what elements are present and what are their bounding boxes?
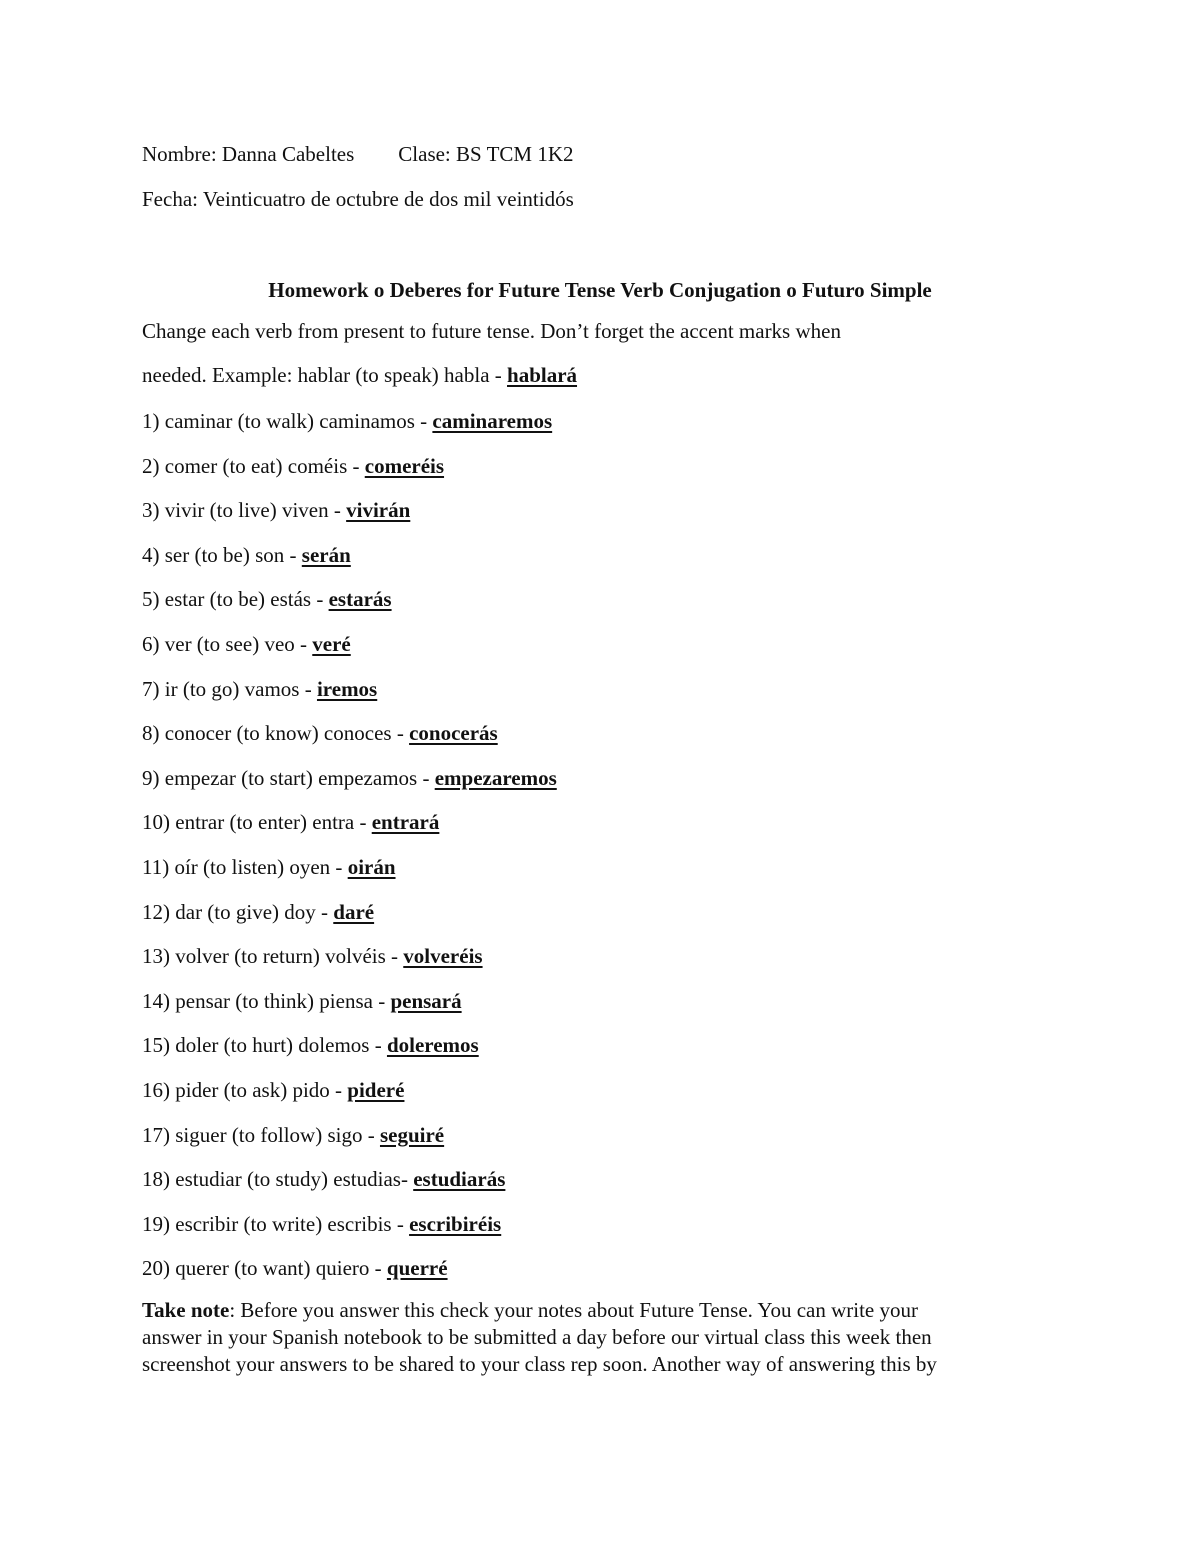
exercise-answer: comeréis (364, 453, 445, 478)
exercise-item (142, 497, 410, 523)
exercise-answer: entrará (371, 810, 440, 835)
exercise-prompt: 20) querer (to want) quiero - (142, 1256, 387, 1281)
header-date: Fecha: Veinticuatro de octubre de dos mil veintidós (142, 187, 574, 211)
exercise-item (142, 1077, 404, 1103)
exercise-prompt: 7) ir (to go) vamos - (142, 676, 317, 701)
exercise-answer: empezaremos (434, 765, 557, 790)
instructions-example-text: needed. Example: hablar (to speak) habla - (142, 363, 508, 387)
exercise-answer: seguiré (379, 1122, 445, 1147)
take-note-text-1: : Before you answer this check your notes about Future Tense. You can write your (229, 1298, 918, 1322)
student-name: Nombre: Danna Cabeltes (142, 142, 355, 166)
exercise-item (142, 854, 396, 880)
exercise-prompt: 15) doler (to hurt) dolemos - (142, 1033, 387, 1058)
take-note-label: Take note (142, 1298, 230, 1322)
exercise-answer: escribiréis (409, 1211, 502, 1236)
exercise-item (142, 408, 552, 434)
exercise-prompt: 8) conocer (to know) conoces - (142, 721, 410, 746)
exercise-answer: querré (386, 1256, 448, 1281)
exercise-answer: veré (312, 632, 351, 656)
exercise-answer: iremos (316, 676, 378, 701)
exercise-item (142, 1032, 479, 1058)
exercise-answer: pensará (390, 988, 462, 1013)
exercise-item (142, 676, 377, 702)
exercise-prompt: 17) siguer (to follow) sigo - (142, 1122, 380, 1147)
exercise-prompt: 10) entrar (to enter) entra - (142, 810, 372, 835)
exercise-prompt: 4) ser (to be) son - (142, 542, 302, 567)
exercise-answer: daré (333, 899, 375, 924)
exercise-answer: oirán (347, 855, 396, 879)
exercise-item (142, 542, 351, 568)
exercise-prompt: 12) dar (to give) doy - (142, 899, 334, 924)
exercise-item (142, 943, 483, 969)
exercise-item (142, 809, 439, 835)
exercise-answer: serán (301, 542, 351, 567)
exercise-item (142, 1122, 444, 1148)
exercise-prompt: 1) caminar (to walk) caminamos - (142, 409, 433, 433)
take-note-line-1 (142, 1297, 1042, 1324)
exercise-prompt: 13) volver (to return) volvéis - (142, 944, 404, 969)
exercise-item (142, 1211, 501, 1237)
take-note-line-3: screenshot your answers to be shared to your class rep soon. Another way of answering this by (142, 1352, 937, 1376)
exercise-prompt: 6) ver (to see) veo - (142, 632, 313, 656)
exercise-prompt: 11) oír (to listen) oyen - (142, 855, 348, 879)
exercise-prompt: 5) estar (to be) estás - (142, 587, 329, 612)
exercise-answer: doleremos (386, 1033, 479, 1058)
exercise-item (142, 631, 351, 657)
take-note-line-2: answer in your Spanish notebook to be submitted a day before our virtual class this week then (142, 1325, 932, 1349)
exercise-prompt: 19) escribir (to write) escribis - (142, 1211, 410, 1236)
exercise-answer: conocerás (409, 721, 498, 746)
exercise-prompt: 2) comer (to eat) coméis - (142, 453, 365, 478)
exercise-answer: estudiarás (413, 1167, 506, 1192)
exercise-answer: estarás (328, 587, 392, 612)
exercise-item (142, 899, 374, 925)
exercise-answer: pideré (347, 1078, 405, 1102)
exercise-prompt: 14) pensar (to think) piensa - (142, 988, 391, 1013)
instructions-line-2 (142, 362, 577, 388)
exercise-answer: volveréis (403, 944, 483, 969)
exercise-item (142, 988, 462, 1014)
exercise-item (142, 1166, 505, 1192)
exercise-item (142, 1255, 448, 1281)
page-title: Homework o Deberes for Future Tense Verb Conjugation o Futuro Simple (268, 278, 932, 302)
example-answer: hablará (507, 363, 578, 387)
exercise-item (142, 586, 392, 612)
exercise-answer: vivirán (346, 498, 411, 523)
exercise-prompt: 3) vivir (to live) viven - (142, 498, 347, 523)
instructions-line-1: Change each verb from present to future tense. Don’t forget the accent marks when (142, 319, 841, 343)
class-code: Clase: BS TCM 1K2 (398, 142, 574, 166)
exercise-answer: caminaremos (432, 409, 553, 433)
exercise-item (142, 765, 557, 791)
exercise-item (142, 720, 498, 746)
exercise-prompt: 9) empezar (to start) empezamos - (142, 765, 435, 790)
exercise-prompt: 16) pider (to ask) pido - (142, 1078, 348, 1102)
exercise-prompt: 18) estudiar (to study) estudias- (142, 1167, 414, 1192)
header-name-class-line (142, 141, 574, 167)
exercise-item (142, 453, 444, 479)
